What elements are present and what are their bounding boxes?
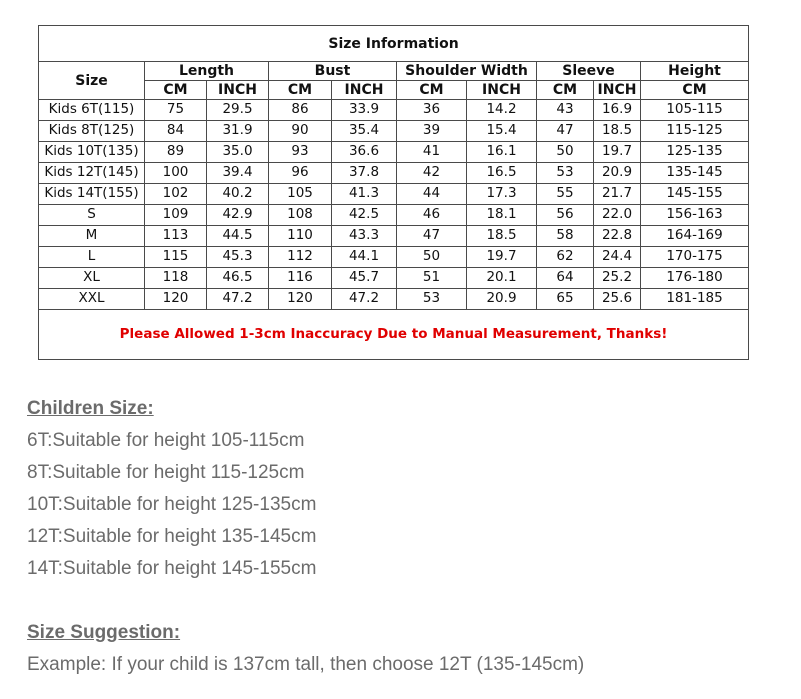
table-row — [39, 289, 749, 310]
measurement-cell: 120 — [269, 289, 332, 310]
size-rows — [39, 100, 749, 310]
measurement-cell: 112 — [269, 247, 332, 268]
measurement-cell: 43.3 — [332, 226, 397, 247]
measurement-cell: 19.7 — [594, 142, 641, 163]
children-size-line: 6T:Suitable for height 105-115cm — [27, 430, 305, 451]
measurement-cell: 44.1 — [332, 247, 397, 268]
measurement-cell: 116 — [269, 268, 332, 289]
group-header-shoulder-width: Shoulder Width — [397, 62, 537, 81]
measurement-cell: 19.7 — [467, 247, 537, 268]
measurement-cell: 22.8 — [594, 226, 641, 247]
children-size-heading: Children Size: — [27, 398, 154, 419]
measurement-cell: 65 — [537, 289, 594, 310]
measurement-cell: 53 — [537, 163, 594, 184]
measurement-cell: 56 — [537, 205, 594, 226]
measurement-cell: 50 — [397, 247, 467, 268]
measurement-cell: 93 — [269, 142, 332, 163]
unit-header: CM — [537, 81, 594, 100]
measurement-cell: 47 — [537, 121, 594, 142]
measurement-cell: 41.3 — [332, 184, 397, 205]
measurement-cell: 15.4 — [467, 121, 537, 142]
measurement-cell: 44.5 — [207, 226, 269, 247]
measurement-cell: 102 — [145, 184, 207, 205]
unit-header: INCH — [207, 81, 269, 100]
size-suggestion-example: Example: If your child is 137cm tall, then choose 12T (135-145cm) — [27, 654, 585, 675]
measurement-cell: 64 — [537, 268, 594, 289]
measurement-cell: 16.9 — [594, 100, 641, 121]
measurement-cell: 118 — [145, 268, 207, 289]
measurement-cell: 109 — [145, 205, 207, 226]
measurement-cell: 25.2 — [594, 268, 641, 289]
children-size-line: 14T:Suitable for height 145-155cm — [27, 558, 317, 579]
children-size-line: 10T:Suitable for height 125-135cm — [27, 494, 317, 515]
measurement-cell: 47 — [397, 226, 467, 247]
measurement-cell: 110 — [269, 226, 332, 247]
measurement-cell: 44 — [397, 184, 467, 205]
measurement-cell: 41 — [397, 142, 467, 163]
measurement-cell: 14.2 — [467, 100, 537, 121]
measurement-cell: 115 — [145, 247, 207, 268]
measurement-cell: 43 — [537, 100, 594, 121]
unit-header: INCH — [332, 81, 397, 100]
measurement-cell: 170-175 — [641, 247, 749, 268]
measurement-cell: 105-115 — [641, 100, 749, 121]
measurement-cell: 89 — [145, 142, 207, 163]
measurement-cell: 36.6 — [332, 142, 397, 163]
size-label-cell: Kids 6T(115) — [39, 100, 145, 121]
measurement-cell: 47.2 — [332, 289, 397, 310]
table-row — [39, 247, 749, 268]
size-label-cell: XL — [39, 268, 145, 289]
measurement-cell: 25.6 — [594, 289, 641, 310]
size-suggestion-heading: Size Suggestion: — [27, 622, 181, 643]
measurement-cell: 50 — [537, 142, 594, 163]
group-header-height: Height — [641, 62, 749, 81]
table-row — [39, 184, 749, 205]
measurement-cell: 58 — [537, 226, 594, 247]
table-row — [39, 163, 749, 184]
measurement-cell: 18.5 — [467, 226, 537, 247]
table-row — [39, 142, 749, 163]
measurement-cell: 22.0 — [594, 205, 641, 226]
children-size-line: 8T:Suitable for height 115-125cm — [27, 462, 305, 483]
measurement-cell: 17.3 — [467, 184, 537, 205]
group-header-length: Length — [145, 62, 269, 81]
measurement-cell: 37.8 — [332, 163, 397, 184]
table-row — [39, 121, 749, 142]
table-row — [39, 226, 749, 247]
size-information-table — [38, 25, 749, 360]
measurement-cell: 16.5 — [467, 163, 537, 184]
measurement-cell: 24.4 — [594, 247, 641, 268]
measurement-cell: 62 — [537, 247, 594, 268]
measurement-cell: 31.9 — [207, 121, 269, 142]
measurement-cell: 18.1 — [467, 205, 537, 226]
measurement-cell: 135-145 — [641, 163, 749, 184]
measurement-cell: 33.9 — [332, 100, 397, 121]
measurement-cell: 39.4 — [207, 163, 269, 184]
measurement-cell: 42.5 — [332, 205, 397, 226]
measurement-cell: 181-185 — [641, 289, 749, 310]
measurement-cell: 39 — [397, 121, 467, 142]
unit-header: CM — [641, 81, 749, 100]
measurement-cell: 45.7 — [332, 268, 397, 289]
measurement-cell: 55 — [537, 184, 594, 205]
unit-header: INCH — [467, 81, 537, 100]
measurement-cell: 105 — [269, 184, 332, 205]
group-header-bust: Bust — [269, 62, 397, 81]
measurement-cell: 47.2 — [207, 289, 269, 310]
measurement-cell: 20.9 — [594, 163, 641, 184]
measurement-cell: 86 — [269, 100, 332, 121]
table-row — [39, 100, 749, 121]
measurement-cell: 29.5 — [207, 100, 269, 121]
table-row — [39, 268, 749, 289]
children-size-line: 12T:Suitable for height 135-145cm — [27, 526, 317, 547]
measurement-cell: 113 — [145, 226, 207, 247]
measurement-cell: 18.5 — [594, 121, 641, 142]
measurement-cell: 108 — [269, 205, 332, 226]
size-label-cell: S — [39, 205, 145, 226]
measurement-cell: 51 — [397, 268, 467, 289]
measurement-cell: 96 — [269, 163, 332, 184]
unit-header: INCH — [594, 81, 641, 100]
table-row — [39, 205, 749, 226]
measurement-cell: 21.7 — [594, 184, 641, 205]
measurement-cell: 75 — [145, 100, 207, 121]
measurement-cell: 53 — [397, 289, 467, 310]
group-header-sleeve: Sleeve — [537, 62, 641, 81]
measurement-cell: 115-125 — [641, 121, 749, 142]
measurement-cell: 36 — [397, 100, 467, 121]
measurement-cell: 176-180 — [641, 268, 749, 289]
measurement-cell: 35.4 — [332, 121, 397, 142]
measurement-cell: 42 — [397, 163, 467, 184]
size-label-cell: Kids 8T(125) — [39, 121, 145, 142]
size-label-cell: XXL — [39, 289, 145, 310]
measurement-cell: 35.0 — [207, 142, 269, 163]
measurement-note: Please Allowed 1-3cm Inaccuracy Due to Manual Measurement, Thanks! — [39, 310, 749, 360]
measurement-cell: 46 — [397, 205, 467, 226]
measurement-cell: 42.9 — [207, 205, 269, 226]
table-title: Size Information — [39, 26, 749, 62]
measurement-cell: 20.1 — [467, 268, 537, 289]
measurement-cell: 145-155 — [641, 184, 749, 205]
measurement-cell: 46.5 — [207, 268, 269, 289]
measurement-cell: 45.3 — [207, 247, 269, 268]
size-label-cell: Kids 12T(145) — [39, 163, 145, 184]
unit-header: CM — [145, 81, 207, 100]
unit-header: CM — [269, 81, 332, 100]
size-label-cell: L — [39, 247, 145, 268]
measurement-cell: 100 — [145, 163, 207, 184]
size-label-cell: Kids 10T(135) — [39, 142, 145, 163]
measurement-cell: 125-135 — [641, 142, 749, 163]
measurement-cell: 20.9 — [467, 289, 537, 310]
measurement-cell: 90 — [269, 121, 332, 142]
unit-header: CM — [397, 81, 467, 100]
measurement-cell: 164-169 — [641, 226, 749, 247]
measurement-cell: 84 — [145, 121, 207, 142]
size-label-cell: M — [39, 226, 145, 247]
measurement-cell: 156-163 — [641, 205, 749, 226]
size-label-cell: Kids 14T(155) — [39, 184, 145, 205]
measurement-cell: 16.1 — [467, 142, 537, 163]
measurement-cell: 120 — [145, 289, 207, 310]
size-column-header: Size — [39, 62, 145, 100]
measurement-cell: 40.2 — [207, 184, 269, 205]
